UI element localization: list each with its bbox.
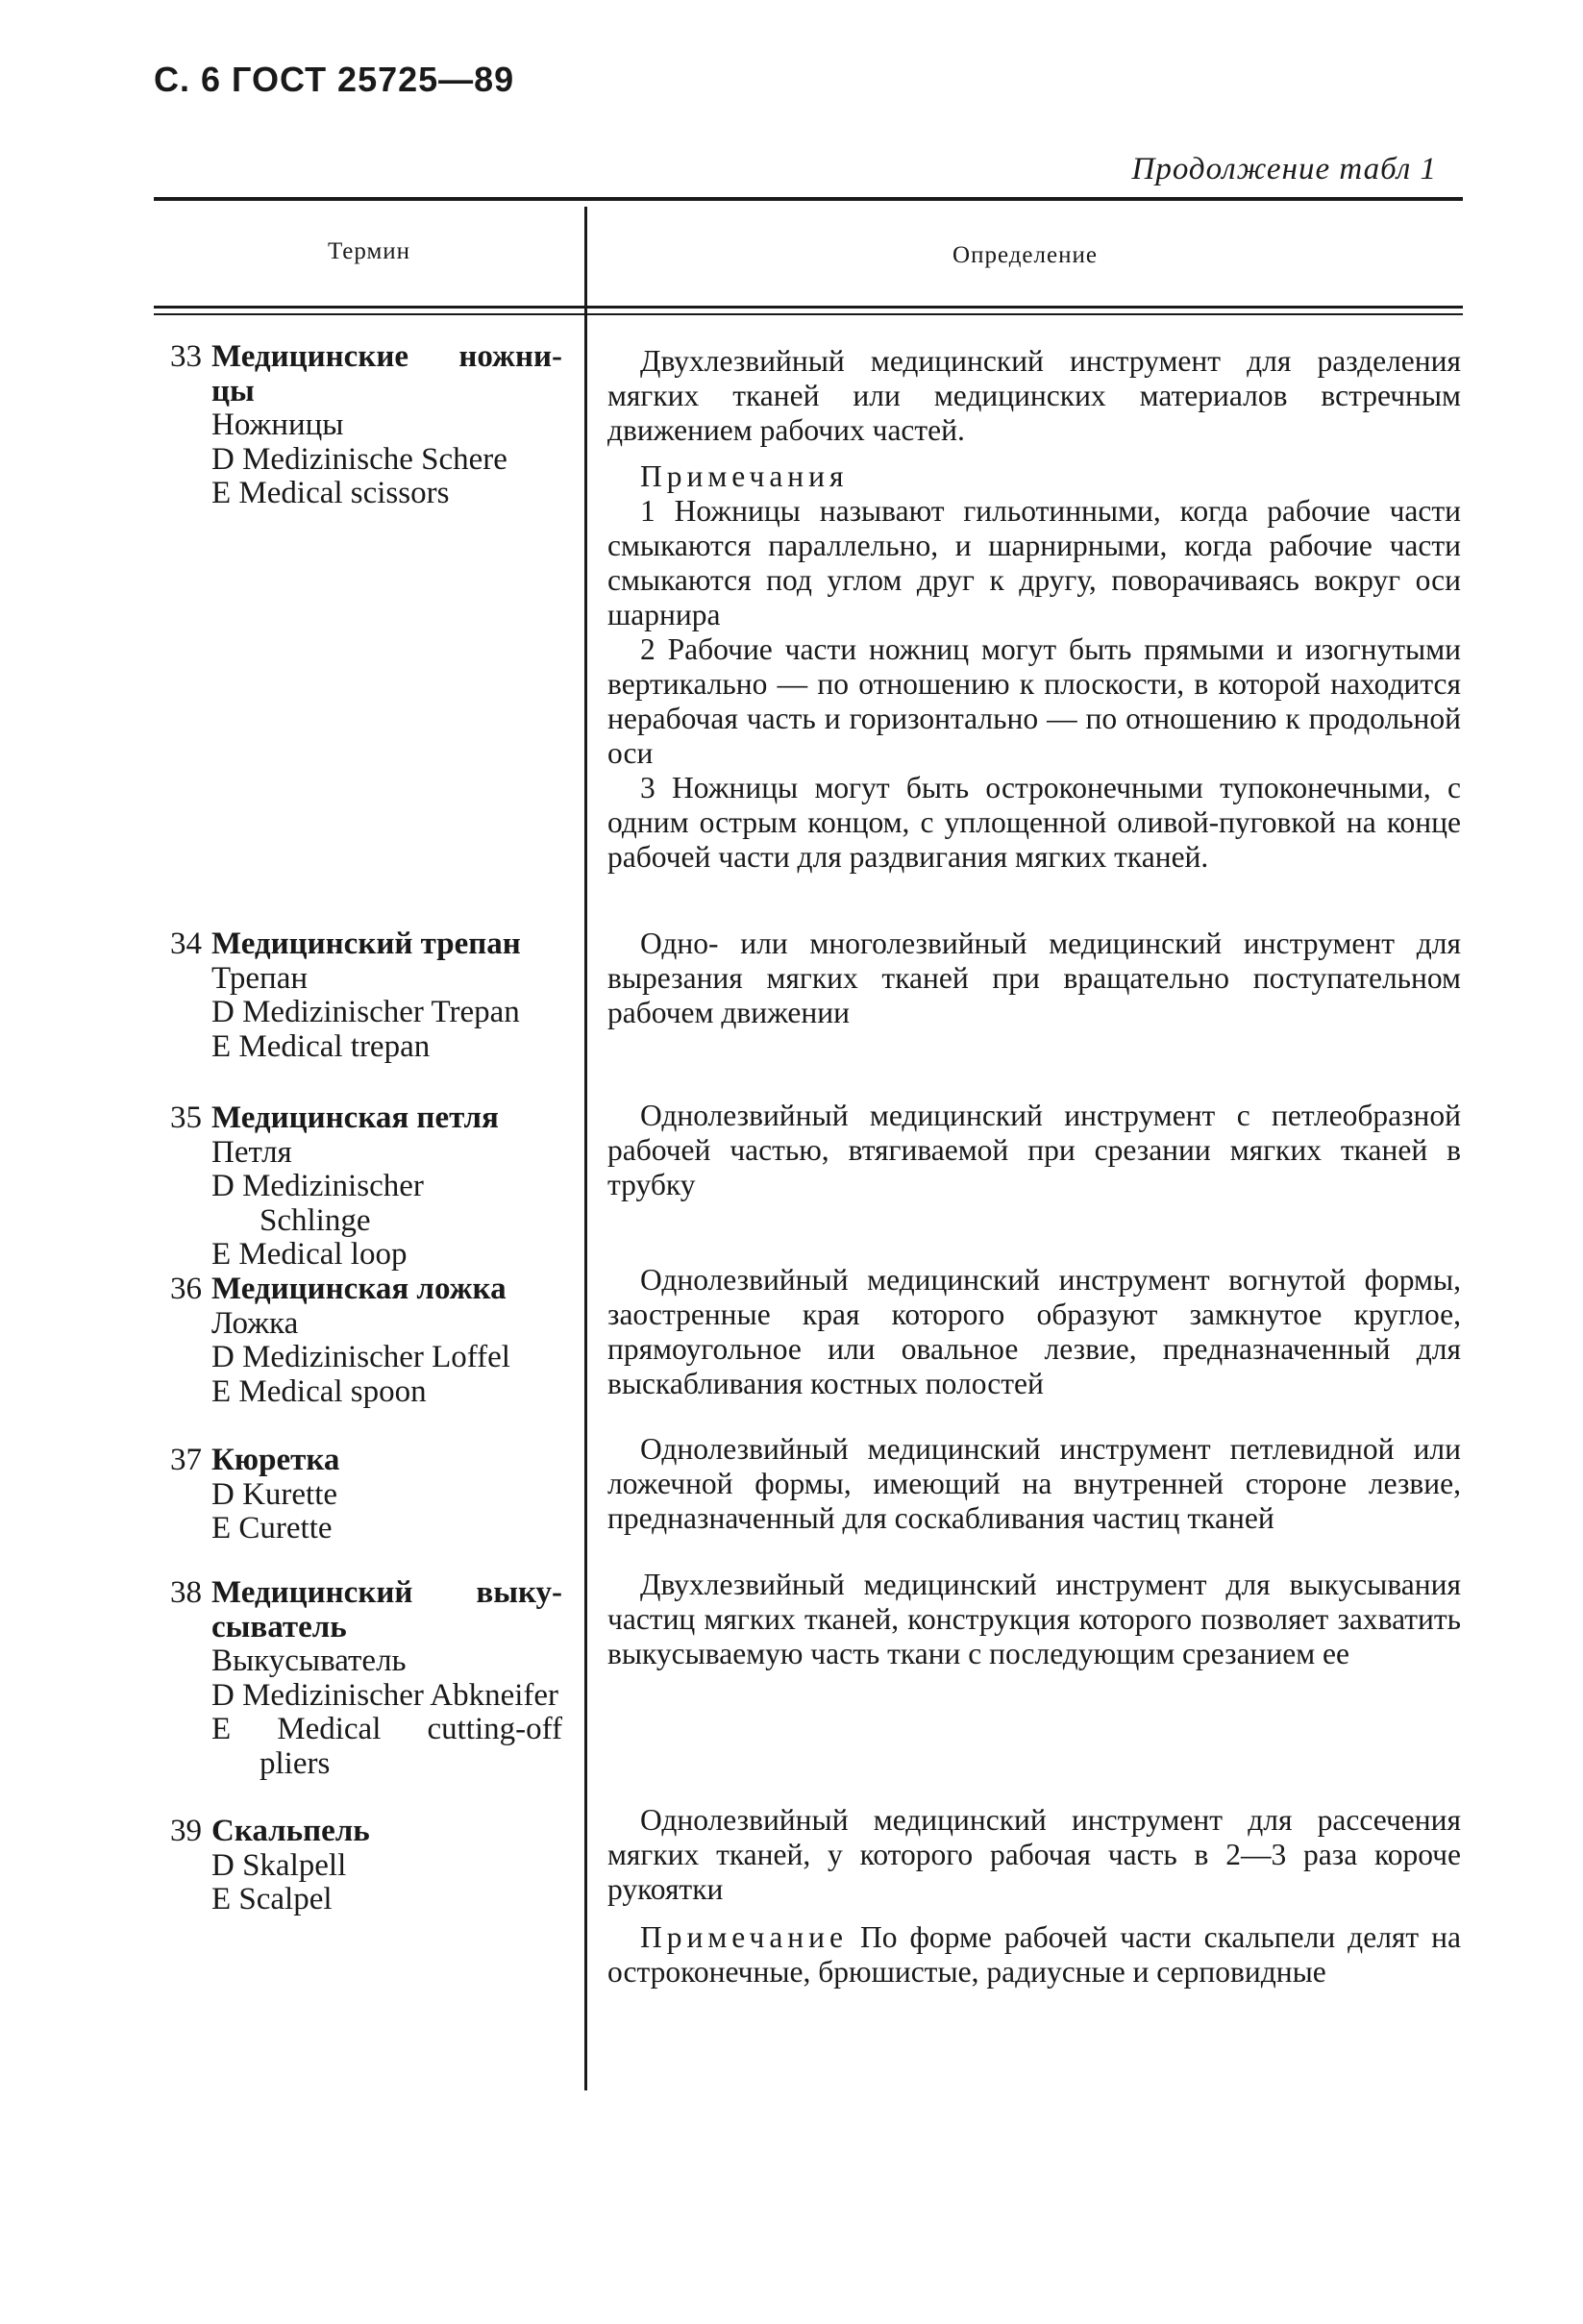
- term-english: E Medical spoon: [211, 1373, 427, 1409]
- term-english: E Medical cutting-off pliers: [211, 1712, 562, 1781]
- column-header-definition: Определение: [952, 242, 1098, 268]
- column-divider: [584, 207, 587, 2090]
- term-title-line: Медицинская петля: [211, 1100, 499, 1135]
- definition-text: Двухлезвийный медицинский инструмент для выкусывания частиц мягких тканей, конструкция которого позволяет захватить выкусываемую часть ткани с последующим срезанием ее: [607, 1568, 1461, 1670]
- definition-text: Однолезвийный медицинский инструмент петлевидной или ложечной формы, имеющий на внутренней стороне лезвие, предназначенный для соскабливания частиц тканей: [607, 1432, 1461, 1535]
- term-synonym: Ножницы: [211, 408, 344, 442]
- term-title-line: Медицинский трепан: [211, 927, 521, 961]
- note-text: По форме рабочей части скальпели делят на остроконечные, брюшистые, радиусные и серповидные: [607, 1920, 1461, 1989]
- term-title-line: Кюретка: [211, 1443, 340, 1477]
- term-synonym: Петля: [211, 1134, 292, 1170]
- term-entry-38: [170, 1575, 562, 1781]
- notes-label: Примечания: [640, 459, 849, 493]
- definition-text: Одно- или многолезвийный медицинский инструмент для вырезания мягких тканей при вращательно поступательном рабочем движении: [607, 927, 1461, 1029]
- entry-number: 33: [170, 339, 202, 374]
- term-entry-35: [170, 1100, 562, 1273]
- term-german: D Kurette: [211, 1476, 338, 1512]
- column-header-term: Термин: [327, 238, 411, 264]
- term-entry-36: [170, 1272, 562, 1409]
- header-bottom-rule-1: [154, 306, 1463, 309]
- entry-number: 39: [170, 1814, 202, 1848]
- term-synonym: Трепан: [211, 960, 309, 996]
- entry-number: 36: [170, 1272, 202, 1306]
- term-german: D Medizinischer Abkneifer: [211, 1677, 559, 1713]
- header-bottom-rule-2: [154, 313, 1463, 315]
- entry-number: 38: [170, 1575, 202, 1610]
- table-top-rule: [154, 197, 1463, 201]
- definition-text: Однолезвийный медицинский инструмент для рассечения мягких тканей, у которого рабочая часть в 2—3 раза короче рукоятки: [607, 1803, 1461, 1906]
- entry-number: 37: [170, 1443, 202, 1477]
- entry-number: 34: [170, 927, 202, 961]
- definition-text: Двухлезвийный медицинский инструмент для разделения мягких тканей или медицинских материалов встречным движением рабочих частей.: [607, 344, 1461, 447]
- term-title-line: цы: [211, 373, 255, 408]
- definition-text: Однолезвийный медицинский инструмент с петлеобразной рабочей частью, втягиваемой при срезании мягких тканей в трубку: [607, 1099, 1461, 1201]
- term-english: E Scalpel: [211, 1882, 333, 1916]
- term-english: E Medical loop: [211, 1237, 408, 1272]
- term-synonym: Выкусыватель: [211, 1644, 407, 1678]
- definition-text: Однолезвийный медицинский инструмент вогнутой формы, заостренные края которого образуют замкнутое круглое, прямоугольное или овальное лезвие, предназначенный для выскабливания костных полостей: [607, 1263, 1461, 1400]
- term-title-line: Медицинская ложка: [211, 1272, 507, 1306]
- page-header: С. 6 ГОСТ 25725—89: [154, 60, 515, 99]
- term-english: E Medical trepan: [211, 1028, 431, 1064]
- definition-39: [607, 1803, 1461, 1990]
- term-entry-37: [170, 1443, 562, 1546]
- definition-37: [607, 1432, 1461, 1536]
- term-synonym: Ложка: [211, 1305, 299, 1341]
- definition-35: [607, 1099, 1461, 1202]
- term-german: D Medizinischer Loffel: [211, 1340, 510, 1374]
- table-continuation-label: Продолжение табл 1: [1131, 152, 1437, 186]
- term-german: D Medizinische Schere: [211, 441, 507, 477]
- definition-38: [607, 1568, 1461, 1671]
- term-title-line: сыватель: [211, 1609, 347, 1644]
- term-entry-34: [170, 927, 562, 1064]
- note-label: Примечание: [640, 1920, 849, 1954]
- term-title-line: Скальпель: [211, 1814, 370, 1848]
- note-item: 3 Ножницы могут быть остроконечными тупоконечными, с одним острым концом, с уплощенной оливой-пуговкой на конце рабочей части для раздвигания мягких тканей.: [607, 771, 1461, 874]
- term-english: E Medical scissors: [211, 476, 450, 510]
- term-title-line: Медицинские ножни-: [211, 339, 562, 374]
- note-paragraph: [607, 1920, 1461, 1990]
- term-german: D Medizinischer Trepan: [211, 995, 520, 1029]
- term-english: E Curette: [211, 1511, 333, 1545]
- term-title-line: Медицинский выку-: [211, 1575, 562, 1610]
- definition-36: [607, 1263, 1461, 1401]
- term-german: D Skalpell: [211, 1847, 347, 1883]
- note-item: 2 Рабочие части ножниц могут быть прямыми и изогнутыми вертикально — по отношению к плоскости, в которой находится нерабочая часть и горизонтально — по отношению к продольной оси: [607, 632, 1461, 770]
- term-entry-33: [170, 339, 562, 511]
- term-entry-39: [170, 1814, 562, 1917]
- term-german: D Medizinischer Schlinge: [211, 1169, 424, 1238]
- entry-number: 35: [170, 1100, 202, 1135]
- definition-34: [607, 927, 1461, 1030]
- note-item: 1 Ножницы называют гильотинными, когда рабочие части смыкаются параллельно, и шарнирными, когда рабочие части смыкаются под углом друг к другу, поворачиваясь вокруг оси шарнира: [607, 494, 1461, 631]
- definition-33: [607, 344, 1461, 875]
